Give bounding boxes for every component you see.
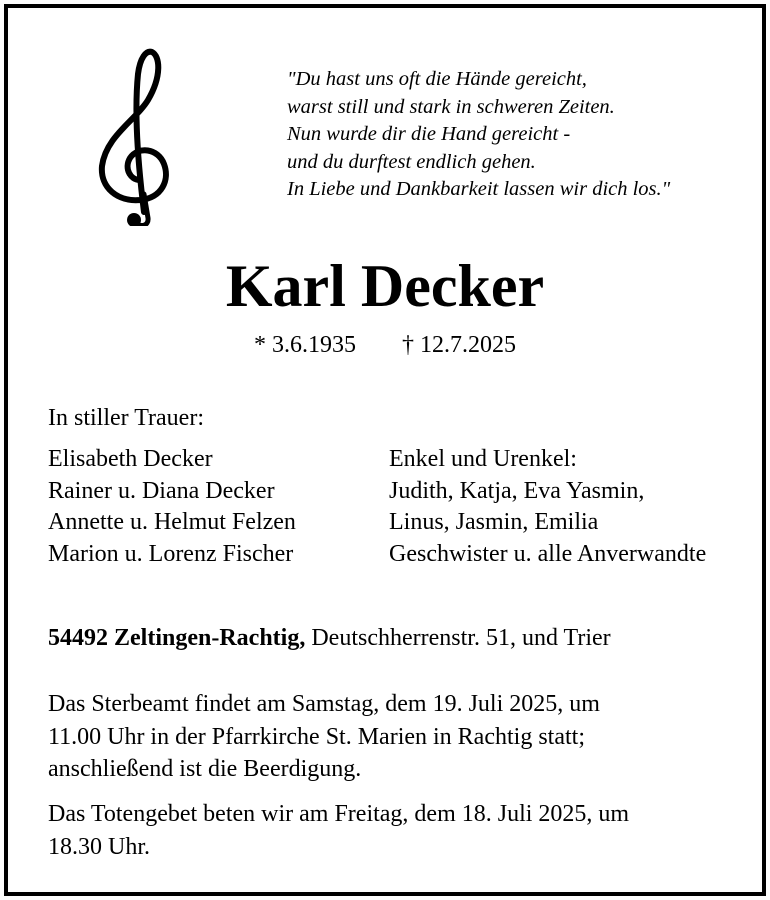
- mourner-entry: Judith, Katja, Eva Yasmin,: [389, 477, 645, 504]
- poem: [287, 66, 757, 204]
- poem-line: Nun wurde dir die Hand gereicht -: [287, 123, 571, 145]
- mourner-entry: Marion u. Lorenz Fischer: [48, 540, 294, 567]
- obituary-card: [4, 4, 766, 896]
- requiem-notice: [48, 688, 748, 786]
- birth-date: * 3.6.1935: [254, 332, 356, 358]
- notice-line: Das Sterbeamt findet am Samstag, dem 19. Juli 2025, um: [48, 691, 600, 717]
- mourner-entry: Enkel und Urenkel:: [389, 446, 577, 472]
- notice-line: anschließend ist die Beerdigung.: [48, 756, 362, 782]
- mourner-entry: Elisabeth Decker: [48, 446, 213, 472]
- mourner-entry: Linus, Jasmin, Emilia: [389, 509, 599, 535]
- mourner-entry: Geschwister u. alle Anverwandte: [389, 540, 707, 567]
- mourners-left-column: [48, 444, 296, 570]
- poem-line: und du durftest endlich gehen.: [287, 150, 536, 173]
- notice-line: 11.00 Uhr in der Pfarrkirche St. Marien in Rachtig statt;: [48, 723, 585, 750]
- mourner-entry: Annette u. Helmut Felzen: [48, 509, 296, 535]
- mourner-entry: Rainer u. Diana Decker: [48, 477, 275, 504]
- address: [48, 622, 611, 654]
- treble-clef-icon: [92, 44, 182, 226]
- life-dates: [8, 330, 762, 360]
- address-street: Deutschherrenstr. 51, und Trier: [305, 625, 611, 651]
- address-town: 54492 Zeltingen-Rachtig,: [48, 625, 306, 651]
- notice-line: Das Totengebet beten wir am Freitag, dem 18. Juli 2025, um: [48, 801, 630, 827]
- deceased-name: Karl Decker: [225, 253, 545, 319]
- prayer-notice: [48, 798, 748, 863]
- poem-line: In Liebe und Dankbarkeit lassen wir dich los.": [287, 178, 671, 200]
- mourners-right-column: [389, 444, 706, 570]
- death-date: † 12.7.2025: [402, 332, 516, 358]
- poem-line: warst still und stark in schweren Zeiten.: [287, 95, 615, 118]
- notice-line: 18.30 Uhr.: [48, 833, 150, 860]
- mourners-intro: In stiller Trauer:: [48, 405, 204, 431]
- poem-line: "Du hast uns oft die Hände gereicht,: [287, 68, 587, 90]
